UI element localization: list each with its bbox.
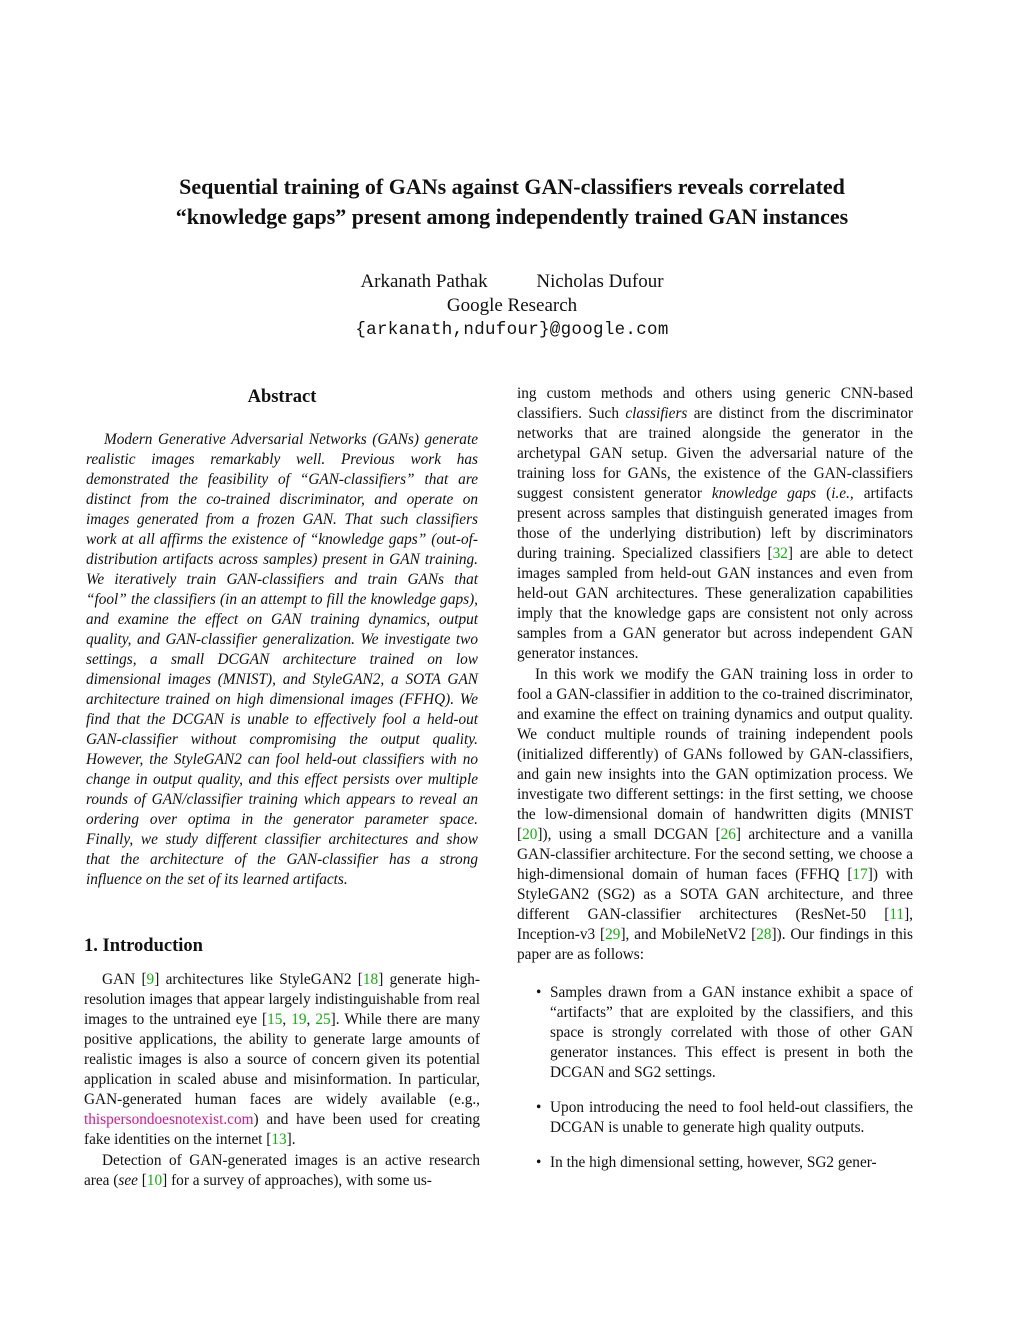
intro-paragraph-2-start: [84, 1151, 480, 1191]
text-run: Detection of GAN-generated images is an active research area (: [84, 1152, 480, 1189]
list-item: • Samples drawn from a GAN instance exhibit a space of “artifacts” that are exploited by the classifiers, and this space is strongly correlated with those of other GAN generator instances. This effect is present in both the DCGAN and SG2 settings.: [550, 983, 913, 1083]
citation-link[interactable]: 10: [146, 1172, 163, 1189]
citation-link[interactable]: 17: [852, 866, 868, 883]
abstract-body: [84, 430, 480, 890]
abstract-heading: Abstract: [247, 387, 317, 407]
list-item: • Upon introducing the need to fool held-out classifiers, the DCGAN is unable to generate high quality outputs.: [550, 1098, 913, 1138]
text-run: artifacts present across samples that distinguish generated images from those of the underlying distribution) left by discriminators during training. Specialized classifiers [: [517, 485, 913, 562]
citation-link[interactable]: 15: [267, 1011, 283, 1028]
intro-paragraph-3: [517, 665, 913, 965]
text-run: [: [137, 1172, 147, 1189]
citation-link[interactable]: 11: [889, 906, 905, 923]
citation-link[interactable]: 26: [720, 826, 736, 843]
text-run: (: [816, 485, 832, 502]
text-run: ]. While there are many positive applications, the ability to generate large amounts of realistic images is also a source of concern given its potential application in scaled abuse and misinformation. In particular, GAN-generated human faces are widely available (e.g.,: [84, 1011, 480, 1108]
abstract-text: Modern Generative Adversarial Networks (GANs) generate realistic images remarkably well. Previous work has demonstrated the feasibility of “GAN-classifiers” that are distinct from the co-trained discriminator, and operate on images generated from a frozen GAN. That such classifiers work at all affirms the existence of “knowledge gaps” (out-of-distribution artifacts across samples) present in GAN training. We iteratively train GAN-classifiers and train GANs that “fool” the classifiers (in an attempt to fill the knowledge gaps), and examine the effect on GAN training dynamics, output quality, and GAN-classifier generalization. We investigate two settings, a small DCGAN architecture trained on low dimensional images (MNIST), and StyleGAN2, a SOTA GAN architecture trained on high dimensional images (FFHQ). We find that the DCGAN is unable to effectively fool a held-out GAN-classifier without compromising the output quality. However, the StyleGAN2 can fool held-out classifiers with no change in output quality, and this effect persists over multiple rounds of GAN/classifier training which appears to reveal an ordering over optima in the generator parameter space. Finally, we study different classifier architectures and show that the architecture of the GAN-classifier has a strong influence on the set of its learned artifacts.: [86, 431, 478, 888]
intro-paragraph-2-continued: [517, 384, 913, 664]
citation-link[interactable]: 25: [315, 1011, 331, 1028]
text-run: ].: [286, 1131, 296, 1148]
text-run: ,: [306, 1011, 316, 1028]
text-run: ,: [282, 1011, 292, 1028]
text-run: ) and have been used for creating fake identities on the internet [: [84, 1111, 480, 1148]
text-run: ] architecture and a vanilla GAN-classifier architecture. For the second setting, we choose a high-dimensional domain of human faces (FFHQ [: [517, 826, 914, 883]
text-run: GAN [: [102, 971, 147, 988]
emphasis: i.e.,: [831, 485, 854, 502]
text-run: are distinct from the discriminator networks that are trained alongside the generator in the archetypal GAN setup. Given the adversarial nature of the training loss for GANs, the existence of the GAN-classifiers suggest consistent generator: [517, 405, 913, 502]
text-run: ] for a survey of approaches), with some us-: [162, 1172, 432, 1189]
citation-link[interactable]: 9: [146, 971, 155, 988]
paper-title: [60, 172, 964, 232]
author-name: Arkanath Pathak: [360, 271, 488, 292]
author-email: {arkanath,ndufour}@google.com: [355, 320, 669, 340]
citation-link[interactable]: 18: [362, 971, 379, 988]
left-column: [84, 384, 480, 1192]
author-affiliation: Google Research: [446, 295, 578, 316]
intro-paragraph-1: [84, 970, 480, 1150]
text-run: ]), using a small DCGAN [: [537, 826, 721, 843]
right-column: [517, 384, 913, 1188]
citation-link[interactable]: 19: [291, 1011, 307, 1028]
author-block: [60, 270, 964, 342]
author-name: Nicholas Dufour: [536, 271, 664, 292]
citation-link[interactable]: 29: [605, 926, 621, 943]
text-run: ], and MobileNetV2 [: [620, 926, 757, 943]
citation-link[interactable]: 20: [522, 826, 538, 843]
text-run: ]) with StyleGAN2 (SG2) as a SOTA GAN architecture, and three different GAN-classifier architectures (ResNet-50 [: [517, 866, 913, 923]
text-run: ]). Our findings in this paper are as follows:: [517, 926, 914, 963]
author-names: [60, 270, 964, 294]
list-item: • In the high dimensional setting, however, SG2 gener-: [550, 1153, 913, 1173]
external-link[interactable]: thispersondoesnotexist.com: [84, 1111, 254, 1128]
text-run: ] are able to detect images sampled from held-out GAN instances and even from held-out GAN architectures. These generalization capabilities imply that the knowledge gaps are consistent not only across samples from a GAN generator but across independent GAN generator instances.: [517, 545, 913, 662]
text-run: ], Inception-v3 [: [517, 906, 913, 943]
findings-list: [517, 983, 913, 1173]
citation-link[interactable]: 32: [772, 545, 788, 562]
text-run: ] generate high-resolution images that appear largely indistinguishable from real images to the untrained eye [: [84, 971, 480, 1028]
text-run: In this work we modify the GAN training loss in order to fool a GAN-classifier in addition to the co-trained discriminator, and examine the effect on training dynamics and output quality. We conduct multiple rounds of training independent pools (initialized differently) of GANs followed by GAN-classifiers, and gain new insights into the GAN optimization process. We investigate two different settings: in the first setting, we choose the low-dimensional domain of handwritten digits (MNIST [: [517, 666, 913, 843]
title-line-2: “knowledge gaps” present among independently trained GAN instances: [175, 204, 849, 229]
citation-link[interactable]: 28: [756, 926, 772, 943]
title-line-1: Sequential training of GANs against GAN-classifiers reveals correlated: [179, 174, 845, 199]
emphasis: knowledge gaps: [711, 485, 817, 502]
text-run: ] architectures like StyleGAN2 [: [154, 971, 363, 988]
emphasis: see: [118, 1172, 138, 1189]
text-run: ing custom methods and others using generic CNN-based classifiers. Such: [517, 385, 913, 422]
citation-link[interactable]: 13: [271, 1131, 287, 1148]
section-heading-introduction: 1. Introduction: [84, 936, 203, 956]
emphasis: classifiers: [625, 405, 688, 422]
